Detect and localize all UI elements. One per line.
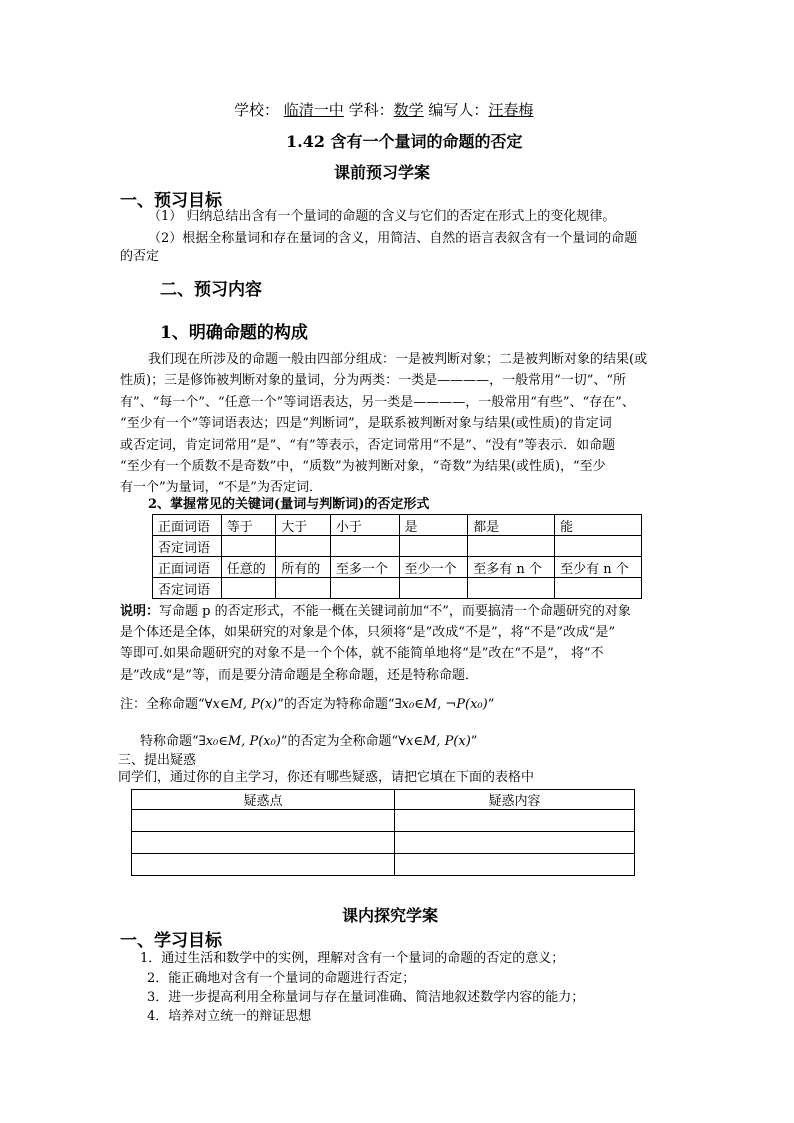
- section-heading-doubts: 三、提出疑惑: [118, 753, 197, 768]
- table-cell: 正面词语: [153, 515, 222, 536]
- table-cell: [555, 578, 642, 599]
- zhu-text: 特称命题“: [140, 734, 199, 749]
- doubts-table: [131, 789, 635, 876]
- goal-item-1: （1） 归纳总结出含有一个量词的命题的含义与它们的否定在形式上的变化规律。: [148, 209, 616, 224]
- table-row: [153, 578, 642, 599]
- study-goal-2: 2．能正确地对含有一个量词的命题进行否定；: [147, 971, 416, 986]
- para-line-1: 我们现在所涉及的命题一般由四部分组成：一是被判断对象；二是被判断对象的结果(或: [148, 352, 648, 367]
- table-cell: [555, 536, 642, 557]
- table-cell: 至多有 n 个: [468, 557, 555, 578]
- table-cell: [276, 536, 331, 557]
- table-cell: 都是: [468, 515, 555, 536]
- table-cell: 等于: [221, 515, 276, 536]
- goal-item-2a: （2）根据全称量词和存在量词的含义，用简洁、自然的语言表叙含有一个量词的命题: [148, 231, 638, 246]
- table-cell: 能: [555, 515, 642, 536]
- study-goal-1: 1．通过生活和数学中的实例，理解对含有一个量词的命题的否定的意义；: [140, 951, 565, 966]
- school-label: 学校：: [234, 101, 280, 119]
- formula: ∀x∈M, P(x): [204, 697, 278, 712]
- table-cell: [330, 536, 399, 557]
- inclass-title: 课内探究学案: [342, 906, 439, 925]
- table-cell: [468, 536, 555, 557]
- table-cell: 任意的: [221, 557, 276, 578]
- para-line-3: 有”、“每一个”、“任意一个”等词语表达，另一类是————，一般常用“有些”、“存在”、: [120, 395, 635, 410]
- table-cell: [399, 578, 468, 599]
- formula: ∃x₀∈M, P(x₀): [198, 734, 281, 749]
- preview-title: 课前预习学案: [334, 163, 431, 182]
- zhu-text: ”: [487, 697, 495, 712]
- goal-item-2b: 的否定: [120, 249, 160, 264]
- school-name: 临清一中: [283, 101, 344, 119]
- page-title: 1.42 含有一个量词的命题的否定: [286, 132, 523, 151]
- author-name: 汪春梅: [488, 101, 534, 119]
- table-row: [153, 536, 642, 557]
- section-heading-study-goals: 一、学习目标: [120, 931, 222, 951]
- note-line-2: 是个体还是全体，如果研究的对象是个体，只须将“是”改成“不是”，将“不是”改成“是”: [120, 625, 616, 640]
- table-row: [132, 810, 635, 832]
- table-cell: 至多一个: [330, 557, 399, 578]
- note-line-3: 等即可.如果命题研究的对象不是一个个体，就不能简单地将“是”改在“不是”， 将“不: [120, 646, 604, 661]
- table-cell[interactable]: [132, 832, 395, 854]
- table-cell: 大于: [276, 515, 331, 536]
- note-label: 说明：: [120, 604, 160, 619]
- para-line-4: “至少有一个”等词语表达；四是“判断词”，是联系被判断对象与结果(或性质)的肯定词: [120, 416, 612, 431]
- para-line-2: 性质)；三是修饰被判断对象的量词，分为两类：一类是————，一般常用“一切”、“所: [120, 373, 627, 388]
- table-header: 疑惑点: [132, 790, 395, 810]
- table-cell: [276, 578, 331, 599]
- study-goal-3: 3．进一步提高利用全称量词与存在量词准确、简洁地叙述数学内容的能力；: [147, 990, 585, 1005]
- table-cell: [468, 578, 555, 599]
- table-cell: [399, 536, 468, 557]
- section-heading-content: 二、预习内容: [160, 280, 262, 300]
- table-cell: 否定词语: [153, 578, 222, 599]
- study-goal-4: 4．培养对立统一的辩证思想: [147, 1009, 312, 1024]
- table-row: [153, 557, 642, 578]
- table-cell: [221, 578, 276, 599]
- table-cell[interactable]: [395, 832, 635, 854]
- header-line: [234, 99, 533, 120]
- subject-name: 数学: [393, 101, 424, 119]
- note-line-4: 是”改成“是”等，而是要分清命题是全称命题，还是特称命题．: [120, 668, 478, 683]
- table-cell: 小于: [330, 515, 399, 536]
- zhu-text: ”的否定为特称命题“: [277, 697, 395, 712]
- table-cell: 所有的: [276, 557, 331, 578]
- table-header: 疑惑内容: [395, 790, 635, 810]
- table-cell: 至少有 n 个: [555, 557, 642, 578]
- author-label: 编写人：: [428, 101, 489, 119]
- zhu-line-2: [140, 731, 477, 753]
- table-cell: 是: [399, 515, 468, 536]
- table-cell: 至少一个: [399, 557, 468, 578]
- zhu-text: 注：全称命题“: [120, 697, 205, 712]
- formula: ∃x₀∈M, ¬P(x₀): [394, 697, 488, 712]
- section-heading-goals: 一、预习目标: [120, 191, 222, 211]
- zhu-line-1: [120, 694, 494, 716]
- zhu-text: ”: [470, 734, 478, 749]
- table-cell[interactable]: [395, 854, 635, 876]
- para-line-5: 或否定词，肯定词常用“是”、“有”等表示，否定词常用“不是”、“没有”等表示．如命题: [120, 438, 616, 453]
- table-row: [153, 515, 642, 536]
- subsection-1: 1、明确命题的构成: [160, 323, 308, 343]
- table-cell[interactable]: [132, 854, 395, 876]
- note-line-1: [120, 601, 631, 623]
- subsection-2: 2、掌握常见的关键词(量词与判断词)的否定形式: [148, 497, 430, 512]
- note-text: 写命题 p 的否定形式，不能一概在关键词前加“不”，而要搞清一个命题研究的对象: [159, 604, 631, 619]
- table-cell[interactable]: [395, 810, 635, 832]
- table-cell: [330, 578, 399, 599]
- para-line-7: 有一个”为量词，“不是”为否定词．: [120, 480, 322, 495]
- table-cell: [221, 536, 276, 557]
- table-row: [132, 832, 635, 854]
- keyword-table: [152, 514, 642, 599]
- table-cell: 否定词语: [153, 536, 222, 557]
- table-cell: 正面词语: [153, 557, 222, 578]
- table-row: [132, 790, 635, 810]
- table-cell[interactable]: [132, 810, 395, 832]
- doubts-intro: 同学们，通过你的自主学习，你还有哪些疑惑，请把它填在下面的表格中: [118, 770, 535, 785]
- subject-label: 学科：: [348, 101, 394, 119]
- para-line-6: “至少有一个质数不是奇数”中，“质数”为被判断对象，“奇数”为结果(或性质)，“至少: [120, 459, 606, 474]
- zhu-text: ”的否定为全称命题“: [280, 734, 399, 749]
- table-row: [132, 854, 635, 876]
- formula: ∀x∈M, P(x): [398, 734, 471, 749]
